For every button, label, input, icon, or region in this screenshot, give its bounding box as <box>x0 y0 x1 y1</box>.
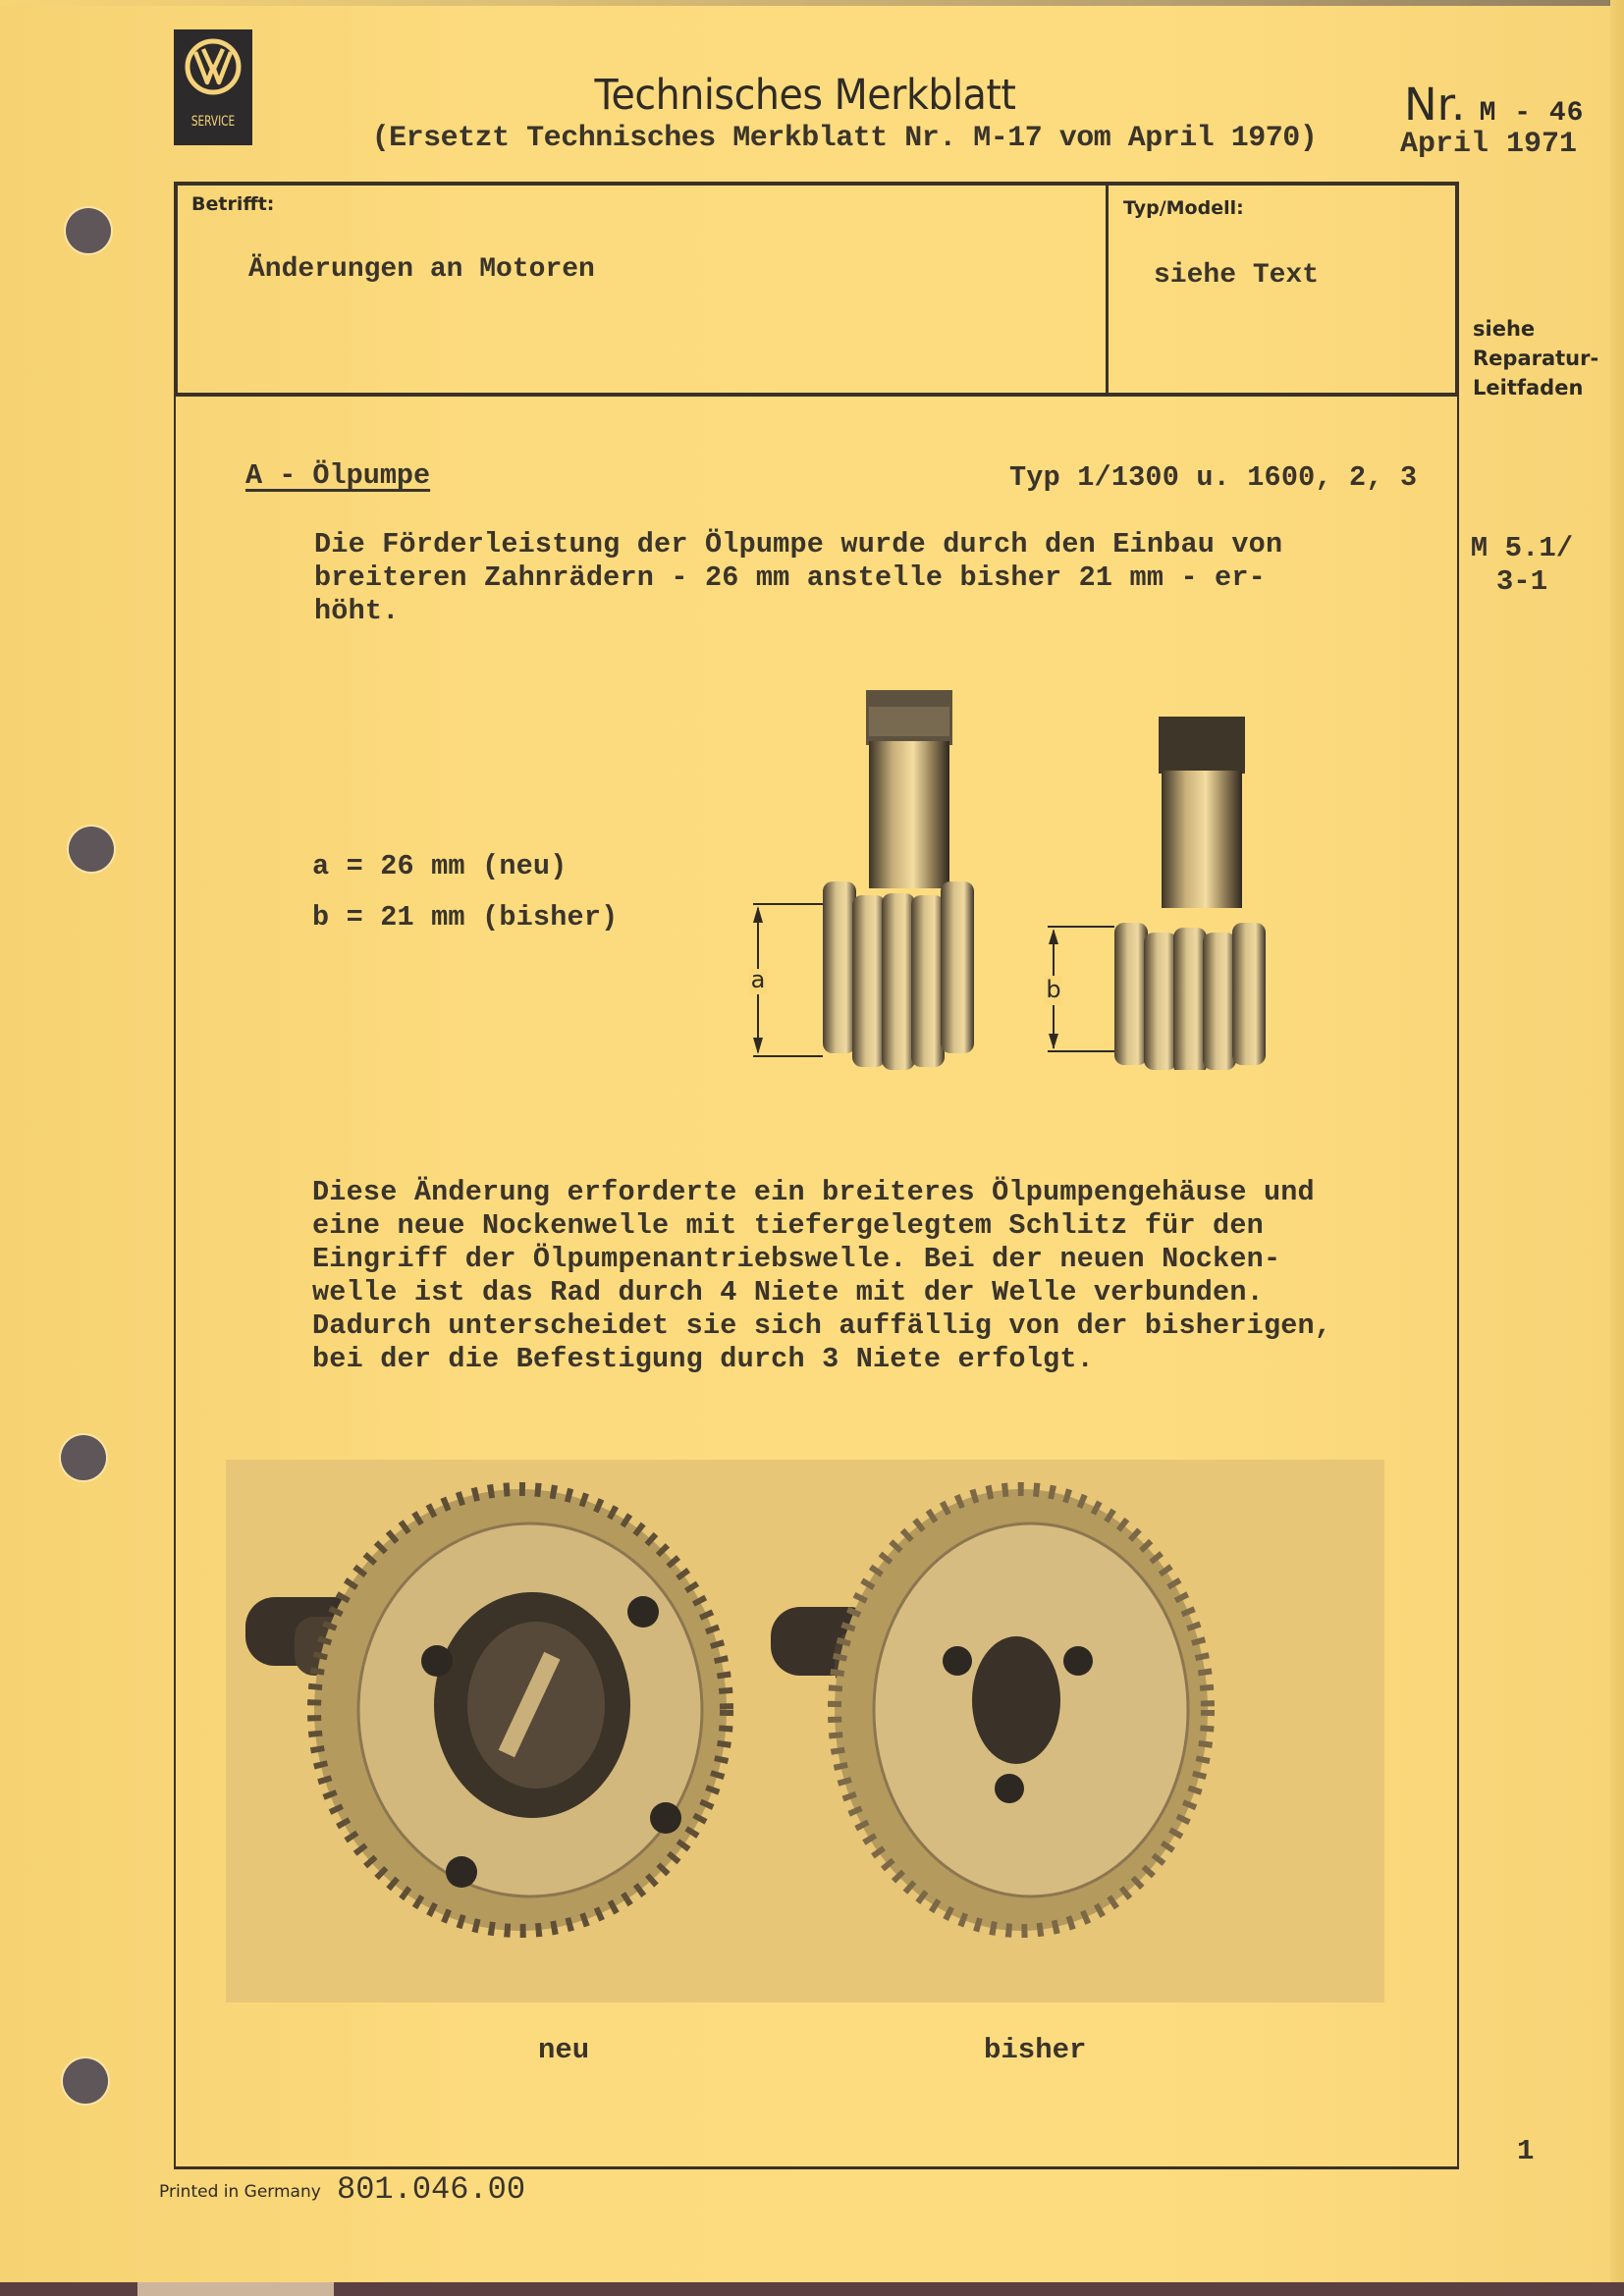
nr-label: Nr. <box>1404 79 1466 131</box>
dimension-a-label: a = 26 mm (neu) <box>312 850 568 882</box>
paragraph-line: breiteren Zahnrädern - 26 mm anstelle bisher 21 mm - er- <box>314 561 1266 594</box>
gear-label-a: a <box>750 966 766 993</box>
printed-in-germany: Printed in Germany <box>159 2182 321 2202</box>
gear-label-b: b <box>1046 976 1061 1003</box>
form-number: 801.046.00 <box>337 2171 526 2208</box>
page-number: 1 <box>1517 2135 1535 2167</box>
document-title: Technisches Merkblatt <box>594 71 1016 120</box>
paragraph-line: Diese Änderung erforderte ein breiteres Ölpumpengehäuse und <box>312 1176 1315 1208</box>
typ-modell-value: siehe Text <box>1154 260 1320 291</box>
nr-value: M - 46 <box>1479 98 1585 129</box>
section-a-paragraph <box>314 528 1282 628</box>
side-note-line: Reparatur- <box>1473 347 1599 370</box>
document-date: April 1971 <box>1400 128 1578 161</box>
punch-hole <box>61 1435 106 1480</box>
paragraph-line: Eingriff der Ölpumpenantriebswelle. Bei der neuen Nocken- <box>312 1243 1281 1275</box>
section-ref-line: M 5.1/ <box>1470 532 1574 564</box>
caption-old: bisher <box>984 2034 1087 2066</box>
document-subtitle: (Ersetzt Technisches Merkblatt Nr. M-17 vom April 1970) <box>371 122 1318 155</box>
typ-modell-label: Typ/Modell: <box>1123 197 1244 219</box>
punch-hole <box>63 2058 108 2104</box>
punch-hole <box>66 208 111 253</box>
paragraph-line: Dadurch unterscheidet sie sich auffällig von der bisherigen, <box>312 1309 1332 1342</box>
sheet-bottom-edge <box>0 2282 1624 2296</box>
sheet-right-edge <box>1610 0 1624 2282</box>
side-note-line: Leitfaden <box>1473 376 1584 400</box>
paragraph-line: welle ist das Rad durch 4 Niete mit der Welle verbunden. <box>312 1276 1264 1308</box>
caption-new: neu <box>538 2034 590 2066</box>
paragraph-line: eine neue Nockenwelle mit tiefergelegtem Schlitz für den <box>312 1209 1264 1242</box>
betrifft-label: Betrifft: <box>191 193 275 215</box>
vw-service-logo <box>174 29 252 145</box>
info-box <box>174 182 1459 397</box>
paragraph-line: Die Förderleistung der Ölpumpe wurde durch den Einbau von <box>314 528 1283 561</box>
side-section-reference <box>1468 532 1576 599</box>
section-a-heading: A - Ölpumpe <box>245 459 431 492</box>
gear-new-image <box>749 690 974 1070</box>
camshaft-gears-photo <box>226 1460 1384 2002</box>
dimension-b-label: b = 21 mm (bisher) <box>312 901 619 934</box>
paragraph-line: höht. <box>314 595 400 627</box>
vw-logo-icon <box>184 37 243 100</box>
section-a-applies-to: Typ 1/1300 u. 1600, 2, 3 <box>1009 461 1418 494</box>
side-note-reference <box>1473 314 1598 402</box>
logo-service-text: SERVICE <box>190 114 236 130</box>
section-b-paragraph <box>312 1176 1331 1376</box>
betrifft-value: Änderungen an Motoren <box>248 254 595 285</box>
document-number <box>1404 79 1584 131</box>
punch-hole <box>69 827 114 872</box>
info-box-divider <box>1106 186 1109 393</box>
gear-old-image <box>1045 717 1266 1070</box>
side-note-line: siehe <box>1473 317 1536 341</box>
paragraph-line: bei der die Befestigung durch 3 Niete erfolgt. <box>312 1343 1094 1375</box>
oil-pump-gears-figure <box>741 687 1306 1070</box>
section-ref-line: 3-1 <box>1495 565 1548 598</box>
sheet-top-edge <box>0 0 1624 6</box>
